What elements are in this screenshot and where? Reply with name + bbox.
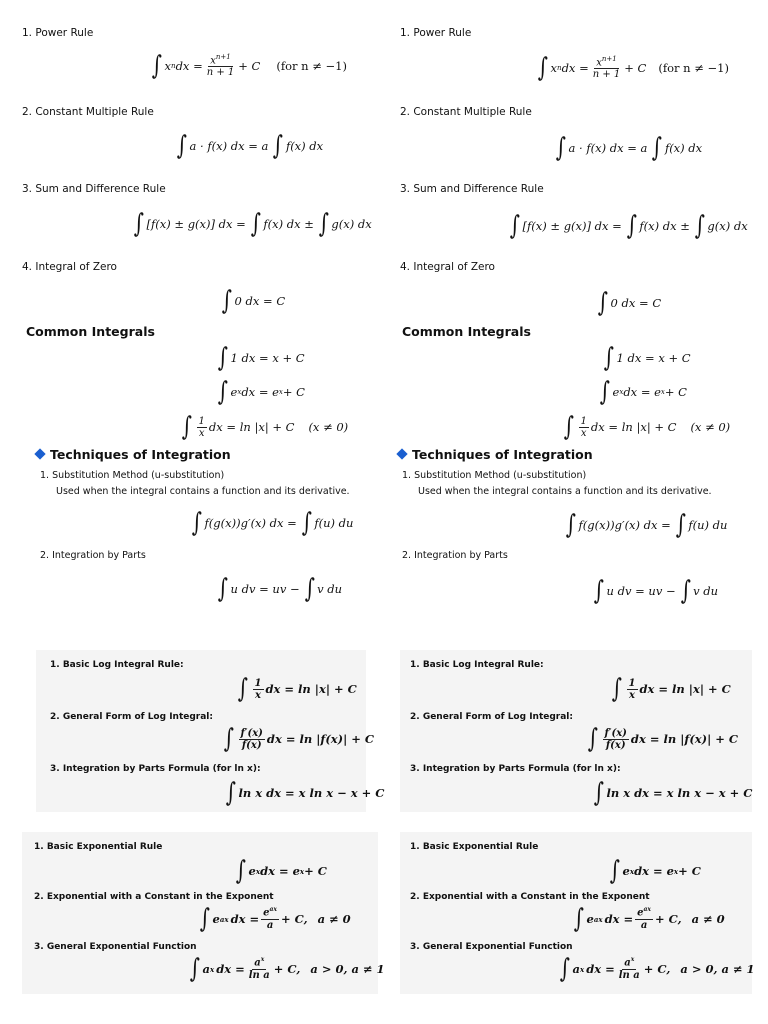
diamond-icon <box>396 448 407 459</box>
power-rule-formula: ∫ x n dx = $\frac{x^{n+1}}{n + 1}$ + C (for n ≠ −1) <box>537 53 729 83</box>
log-parts-heading: 3. Integration by Parts Formula (for ln x): <box>50 764 261 774</box>
parts-heading: 2. Integration by Parts <box>402 550 508 561</box>
power-rule-heading: 1. Power Rule <box>22 27 94 39</box>
log-basic-heading: 1. Basic Log Integral Rule: <box>410 660 544 670</box>
power-rule-formula: ∫ x n dx = $\frac{x^{n+1}}{n + 1}$ + C (for n ≠ −1) <box>151 51 347 81</box>
log-general-formula: ∫ $\frac{f'(x)}{f(x)}$ dx = ln |f(x)| + C <box>223 724 375 754</box>
common-integral-one: ∫ 1 dx = x + C <box>217 343 305 373</box>
common-integral-recip: ∫ $\frac{1}{x}$ dx = ln |x| + C (x ≠ 0) <box>181 412 349 442</box>
exp-basic-heading: 1. Basic Exponential Rule <box>410 842 539 852</box>
log-general-heading: 2. General Form of Log Integral: <box>410 712 573 722</box>
exp-basic-heading: 1. Basic Exponential Rule <box>34 842 163 852</box>
integral-zero-formula: ∫ 0 dx = C <box>221 286 286 316</box>
exp-constant-heading: 2. Exponential with a Constant in the Exponent <box>410 892 650 902</box>
substitution-formula: ∫ f(g(x))g′(x) dx = ∫ f(u) du <box>191 508 354 538</box>
common-integrals-title: Common Integrals <box>402 324 531 339</box>
log-basic-heading: 1. Basic Log Integral Rule: <box>50 660 184 670</box>
parts-formula: ∫ u dv = uv − ∫ v du <box>217 574 343 604</box>
techniques-title: Techniques of Integration <box>398 447 593 462</box>
log-general-heading: 2. General Form of Log Integral: <box>50 712 213 722</box>
log-rules-panel <box>400 650 752 812</box>
common-integral-recip: ∫ $\frac{1}{x}$ dx = ln |x| + C (x ≠ 0) <box>563 412 731 442</box>
constant-multiple-formula: ∫ a · f(x) dx = a ∫ f(x) dx <box>555 133 703 163</box>
exp-rules-panel <box>22 832 385 994</box>
sum-difference-formula: ∫ [f(x) ± g(x)] dx = ∫ f(x) dx ± ∫ g(x) dx <box>509 211 748 241</box>
sum-difference-heading: 3. Sum and Difference Rule <box>22 183 166 195</box>
log-basic-formula: ∫ $\frac{1}{x}$ dx = ln |x| + C <box>611 674 731 704</box>
common-integrals-title: Common Integrals <box>26 324 155 339</box>
diamond-icon <box>34 448 45 459</box>
integral-zero-formula: ∫ 0 dx = C <box>597 288 662 318</box>
exp-general-heading: 3. General Exponential Function <box>410 942 573 952</box>
exp-constant-formula: ∫ e ax dx = $\frac{e^{ax}}{a}$ + C, a ≠ 0 <box>199 904 351 934</box>
common-integral-exp: ∫ e x dx = e x + C <box>217 377 305 407</box>
exp-rules-panel <box>400 832 755 994</box>
parts-formula: ∫ u dv = uv − ∫ v du <box>593 576 719 606</box>
constant-multiple-formula: ∫ a · f(x) dx = a ∫ f(x) dx <box>176 131 324 161</box>
log-parts-heading: 3. Integration by Parts Formula (for ln x): <box>410 764 621 774</box>
substitution-heading: 1. Substitution Method (u-substitution) <box>402 470 587 481</box>
exp-constant-heading: 2. Exponential with a Constant in the Exponent <box>34 892 274 902</box>
common-integral-exp: ∫ e x dx = e x + C <box>599 377 687 407</box>
substitution-description: Used when the integral contains a function and its derivative. <box>56 486 350 497</box>
log-parts-formula: ∫ ln x dx = x ln x − x + C <box>225 778 385 808</box>
constant-multiple-heading: 2. Constant Multiple Rule <box>400 106 532 118</box>
exp-general-formula: ∫ a x dx = $\frac{a^x}{\text{ln a}}$ + C, a > 0, a ≠ 1 <box>189 954 385 984</box>
log-general-formula: ∫ $\frac{f'(x)}{f(x)}$ dx = ln |f(x)| + C <box>587 724 739 754</box>
exp-basic-formula: ∫ e x dx = e x + C <box>609 856 701 886</box>
substitution-heading: 1. Substitution Method (u-substitution) <box>40 470 225 481</box>
exp-constant-formula: ∫ e ax dx = $\frac{e^{ax}}{a}$ + C, a ≠ 0 <box>573 904 725 934</box>
integral-zero-heading: 4. Integral of Zero <box>22 261 117 273</box>
fraction: $\frac{x^{n+1}}{n + 1}$ <box>206 52 235 79</box>
log-basic-formula: ∫ $\frac{1}{x}$ dx = ln |x| + C <box>237 674 357 704</box>
common-integral-one: ∫ 1 dx = x + C <box>603 343 691 373</box>
exp-basic-formula: ∫ e x dx = e x + C <box>235 856 327 886</box>
exp-general-heading: 3. General Exponential Function <box>34 942 197 952</box>
log-rules-panel <box>36 650 385 812</box>
exp-general-formula: ∫ a x dx = $\frac{a^x}{\text{ln a}}$ + C, a > 0, a ≠ 1 <box>559 954 755 984</box>
sum-difference-formula: ∫ [f(x) ± g(x)] dx = ∫ f(x) dx ± ∫ g(x) dx <box>133 209 372 239</box>
substitution-formula: ∫ f(g(x))g′(x) dx = ∫ f(u) du <box>565 510 728 540</box>
integral-zero-heading: 4. Integral of Zero <box>400 261 495 273</box>
log-parts-formula: ∫ ln x dx = x ln x − x + C <box>593 778 753 808</box>
integral-sign: ∫ <box>151 51 162 81</box>
techniques-title: Techniques of Integration <box>36 447 231 462</box>
right-column <box>384 0 768 1024</box>
power-rule-heading: 1. Power Rule <box>400 27 472 39</box>
constant-multiple-heading: 2. Constant Multiple Rule <box>22 106 154 118</box>
parts-heading: 2. Integration by Parts <box>40 550 146 561</box>
substitution-description: Used when the integral contains a function and its derivative. <box>418 486 712 497</box>
sum-difference-heading: 3. Sum and Difference Rule <box>400 183 544 195</box>
